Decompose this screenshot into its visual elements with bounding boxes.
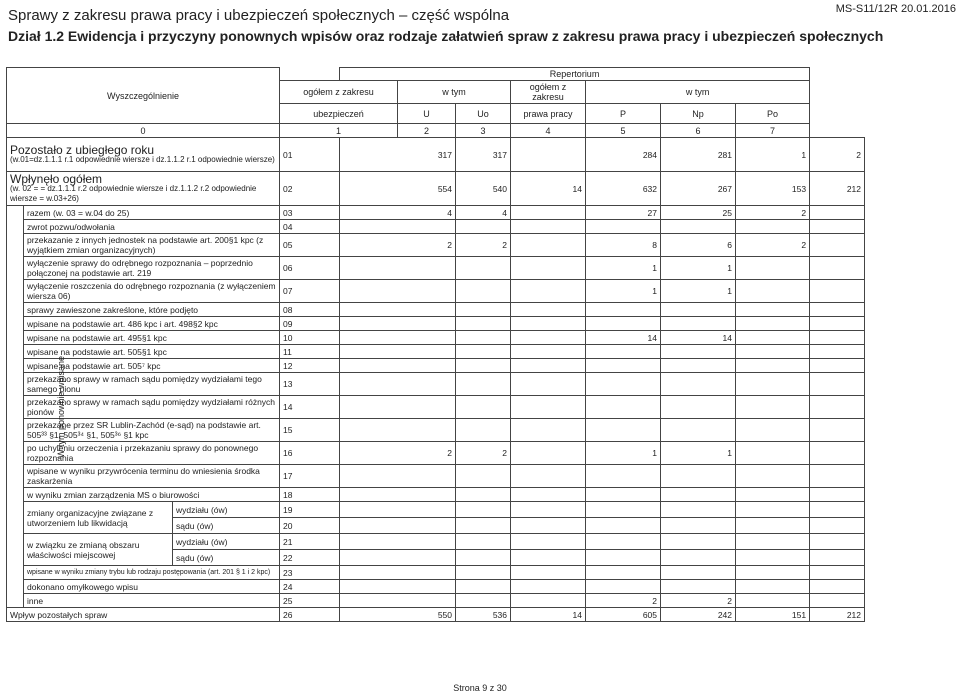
value-cell: 6 [661, 234, 736, 257]
row-label: wpisane na podstawie art. 505⁷ kpc [24, 359, 280, 373]
row-group-label: w związku ze zmianą obszaru właściwości miejscowej [24, 534, 173, 566]
value-cell: 1 [661, 442, 736, 465]
row-code: 01 [280, 138, 340, 172]
col-number-6: 6 [661, 124, 736, 138]
value-cell [810, 550, 865, 566]
value-cell [736, 373, 810, 396]
row-code: 02 [280, 172, 340, 206]
value-cell [340, 359, 456, 373]
table-row [7, 138, 865, 172]
value-cell [810, 488, 865, 502]
value-cell [661, 345, 736, 359]
col-header-uo: Uo [456, 104, 511, 124]
value-cell: 1 [586, 257, 661, 280]
value-cell [586, 550, 661, 566]
value-cell [810, 331, 865, 345]
value-cell: 1 [736, 138, 810, 172]
col-header-po: Po [736, 104, 810, 124]
value-cell: 212 [810, 608, 865, 622]
value-cell [810, 580, 865, 594]
value-cell [511, 465, 586, 488]
table-row [7, 345, 865, 359]
value-cell [511, 566, 586, 580]
value-cell [511, 488, 586, 502]
value-cell [586, 220, 661, 234]
table-row [7, 303, 865, 317]
value-cell [736, 396, 810, 419]
table-row [7, 442, 865, 465]
value-cell [586, 373, 661, 396]
value-cell: 2 [456, 234, 511, 257]
row-label: wpisane na podstawie art. 505§1 kpc [24, 345, 280, 359]
row-label: przekazanie z innych jednostek na podstawie art. 200§1 kpc (z wyjątkiem zmian organizacyjnych) [24, 234, 280, 257]
value-cell [511, 359, 586, 373]
value-cell [661, 502, 736, 518]
page-title: Sprawy z zakresu prawa pracy i ubezpieczeń społecznych – część wspólna [8, 7, 510, 24]
value-cell [810, 419, 865, 442]
value-cell: 27 [586, 206, 661, 220]
row-code: 16 [280, 442, 340, 465]
value-cell: 8 [586, 234, 661, 257]
section-title: Dział 1.2 Ewidencja i przyczyny ponownych wpisów oraz rodzaje załatwień spraw z zakresu prawa pracy i ubezpieczeń społecznych [8, 28, 884, 44]
row-label [7, 172, 280, 206]
value-cell [661, 465, 736, 488]
value-cell: 632 [586, 172, 661, 206]
value-cell [810, 465, 865, 488]
col-header-w-tym-2: w tym [586, 81, 810, 104]
value-cell: 25 [661, 206, 736, 220]
value-cell [586, 419, 661, 442]
col-number-7: 7 [736, 124, 810, 138]
value-cell [810, 206, 865, 220]
row-group-label: zmiany organizacyjne związane z utworzeniem lub likwidacją [24, 502, 173, 534]
value-cell [810, 257, 865, 280]
value-cell [511, 331, 586, 345]
value-cell [340, 280, 456, 303]
value-cell [586, 566, 661, 580]
row-sub-label: sądu (ów) [173, 550, 280, 566]
value-cell [340, 257, 456, 280]
value-cell: 242 [661, 608, 736, 622]
col-number-5: 5 [586, 124, 661, 138]
value-cell: 284 [586, 138, 661, 172]
row-label: wpisane w wyniku zmiany trybu lub rodzaju postępowania (art. 201 § 1 i 2 kpc) [24, 566, 280, 580]
value-cell [586, 488, 661, 502]
row-code: 07 [280, 280, 340, 303]
value-cell [340, 580, 456, 594]
value-cell [810, 442, 865, 465]
value-cell [456, 303, 511, 317]
value-cell [456, 373, 511, 396]
value-cell [456, 534, 511, 550]
row-label: wpisane na podstawie art. 495§1 kpc [24, 331, 280, 345]
value-cell: 2 [661, 594, 736, 608]
value-cell [456, 502, 511, 518]
table-row [7, 580, 865, 594]
value-cell: 1 [586, 442, 661, 465]
value-cell [810, 234, 865, 257]
value-cell [586, 534, 661, 550]
value-cell [736, 534, 810, 550]
side-label: W tym ponownie wpisane [56, 355, 67, 458]
value-cell [736, 359, 810, 373]
value-cell [586, 580, 661, 594]
value-cell: 281 [661, 138, 736, 172]
value-cell [810, 345, 865, 359]
row-sub-label: sądu (ów) [173, 518, 280, 534]
repertorium-header: Repertorium [340, 68, 810, 81]
table-row [7, 566, 865, 580]
row-code: 06 [280, 257, 340, 280]
value-cell [810, 220, 865, 234]
value-cell [736, 280, 810, 303]
value-cell [810, 518, 865, 534]
value-cell: 2 [340, 234, 456, 257]
row-code: 25 [280, 594, 340, 608]
value-cell [511, 345, 586, 359]
value-cell [661, 566, 736, 580]
row-label [7, 138, 280, 172]
col-header-total-lab-2: prawa pracy [511, 104, 586, 124]
value-cell: 14 [586, 331, 661, 345]
col-number-1: 1 [280, 124, 398, 138]
row-label: przekazane przez SR Lublin-Zachód (e-sąd) na podstawie art. 505³³ §1, 505³⁴ §1, 505³⁶ §1 kpc [24, 419, 280, 442]
row-title: Wpłynęło ogółem [10, 171, 103, 186]
value-cell [340, 331, 456, 345]
value-cell [736, 518, 810, 534]
value-cell: 554 [340, 172, 456, 206]
value-cell [736, 419, 810, 442]
col-header-total-lab: ogółem z zakresu [511, 81, 586, 104]
value-cell [736, 345, 810, 359]
value-cell [661, 580, 736, 594]
value-cell [456, 488, 511, 502]
table-row [7, 331, 865, 345]
value-cell: 212 [810, 172, 865, 206]
col-header-np: Np [661, 104, 736, 124]
value-cell [511, 419, 586, 442]
table-row [7, 172, 865, 206]
row-code: 12 [280, 359, 340, 373]
value-cell: 151 [736, 608, 810, 622]
row-sub-label: wydziału (ów) [173, 534, 280, 550]
table-row [7, 206, 865, 220]
value-cell [810, 280, 865, 303]
value-cell [511, 534, 586, 550]
row-title: Pozostało z ubiegłego roku [10, 142, 155, 157]
value-cell [661, 317, 736, 331]
table-row [7, 608, 865, 622]
col-number-3: 3 [456, 124, 511, 138]
value-cell [511, 206, 586, 220]
value-cell [736, 488, 810, 502]
value-cell [340, 465, 456, 488]
value-cell [340, 373, 456, 396]
value-cell [586, 396, 661, 419]
value-cell [736, 594, 810, 608]
value-cell: 2 [736, 206, 810, 220]
row-code: 19 [280, 502, 340, 518]
value-cell: 4 [456, 206, 511, 220]
value-cell [661, 550, 736, 566]
row-code: 11 [280, 345, 340, 359]
value-cell [586, 359, 661, 373]
value-cell [586, 502, 661, 518]
row-code: 05 [280, 234, 340, 257]
row-label: wyłączenie roszczenia do odrębnego rozpoznania (z wyłączeniem wiersza 06) [24, 280, 280, 303]
value-cell [340, 419, 456, 442]
value-cell [810, 502, 865, 518]
value-cell [456, 220, 511, 234]
table-row [7, 359, 865, 373]
value-cell: 536 [456, 608, 511, 622]
row-code: 23 [280, 566, 340, 580]
value-cell [511, 138, 586, 172]
row-label: inne [24, 594, 280, 608]
value-cell [456, 280, 511, 303]
value-cell [456, 359, 511, 373]
value-cell: 14 [511, 608, 586, 622]
row-code: 17 [280, 465, 340, 488]
value-cell [661, 373, 736, 396]
value-cell [511, 550, 586, 566]
value-cell: 2 [586, 594, 661, 608]
value-cell [810, 359, 865, 373]
value-cell: 2 [736, 234, 810, 257]
value-cell [340, 303, 456, 317]
row-code: 18 [280, 488, 340, 502]
value-cell [661, 396, 736, 419]
value-cell [661, 220, 736, 234]
table-row [7, 220, 865, 234]
value-cell [810, 566, 865, 580]
col-header-w-tym-1: w tym [398, 81, 511, 104]
row-label: wpisane na podstawie art. 486 kpc i art. 498§2 kpc [24, 317, 280, 331]
value-cell [736, 317, 810, 331]
col-number-4: 4 [511, 124, 586, 138]
table-body [7, 138, 865, 622]
row-label: zwrot pozwu/odwołania [24, 220, 280, 234]
value-cell [340, 345, 456, 359]
table-row [7, 373, 865, 396]
value-cell [661, 419, 736, 442]
value-cell [661, 488, 736, 502]
value-cell [456, 518, 511, 534]
col-header-spec: Wyszczególnienie [7, 68, 280, 124]
value-cell [810, 317, 865, 331]
value-cell: 1 [661, 280, 736, 303]
value-cell [736, 442, 810, 465]
value-cell [340, 594, 456, 608]
value-cell: 605 [586, 608, 661, 622]
value-cell: 317 [340, 138, 456, 172]
row-code: 26 [280, 608, 340, 622]
row-code: 24 [280, 580, 340, 594]
value-cell [736, 566, 810, 580]
value-cell [511, 518, 586, 534]
value-cell [340, 488, 456, 502]
table-row [7, 396, 865, 419]
value-cell [340, 502, 456, 518]
page-number: Strona 9 z 30 [453, 683, 507, 693]
table-row [7, 257, 865, 280]
value-cell [456, 465, 511, 488]
value-cell [511, 234, 586, 257]
value-cell [511, 303, 586, 317]
value-cell [340, 220, 456, 234]
value-cell: 550 [340, 608, 456, 622]
row-code: 13 [280, 373, 340, 396]
value-cell [736, 550, 810, 566]
value-cell: 14 [511, 172, 586, 206]
value-cell [586, 303, 661, 317]
value-cell [511, 442, 586, 465]
value-cell [456, 345, 511, 359]
table-row [7, 317, 865, 331]
row-label: Wpływ pozostałych spraw [7, 608, 280, 622]
value-cell: 267 [661, 172, 736, 206]
row-sub-label: wydziału (ów) [173, 502, 280, 518]
table-row [7, 502, 865, 518]
value-cell [810, 534, 865, 550]
value-cell [736, 303, 810, 317]
value-cell: 2 [810, 138, 865, 172]
value-cell [511, 594, 586, 608]
value-cell [511, 373, 586, 396]
value-cell [456, 317, 511, 331]
value-cell [810, 396, 865, 419]
value-cell [340, 566, 456, 580]
value-cell [340, 396, 456, 419]
row-subtitle: (w. 02 = = dz.1.1.1 r.2 odpowiednie wiersze i dz.1.1.2 r.2 odpowiednie wiersze = w.03+26) [10, 183, 257, 203]
value-cell [736, 220, 810, 234]
value-cell [736, 502, 810, 518]
row-subtitle: (w.01=dz.1.1.1 r.1 odpowiednie wiersze i dz.1.1.2 r.1 odpowiednie wiersze) [10, 154, 275, 164]
value-cell [511, 396, 586, 419]
value-cell [456, 419, 511, 442]
value-cell [456, 594, 511, 608]
table-row [7, 280, 865, 303]
value-cell [456, 550, 511, 566]
value-cell: 1 [586, 280, 661, 303]
value-cell [810, 373, 865, 396]
table-row [7, 419, 865, 442]
table-header [7, 68, 865, 138]
row-code: 22 [280, 550, 340, 566]
value-cell [810, 594, 865, 608]
row-label: razem (w. 03 = w.04 do 25) [24, 206, 280, 220]
table-row [7, 534, 865, 550]
row-label: przekazano sprawy w ramach sądu pomiędzy wydziałami różnych pionów [24, 396, 280, 419]
value-cell: 2 [456, 442, 511, 465]
value-cell [456, 396, 511, 419]
row-code: 10 [280, 331, 340, 345]
value-cell: 540 [456, 172, 511, 206]
row-label: wyłączenie sprawy do odrębnego rozpoznania – poprzednio połączonej na podstawie art. 219 [24, 257, 280, 280]
row-code: 04 [280, 220, 340, 234]
value-cell [586, 465, 661, 488]
row-label: sprawy zawieszone zakreślone, które podjęto [24, 303, 280, 317]
table-row [7, 234, 865, 257]
value-cell: 317 [456, 138, 511, 172]
row-code: 03 [280, 206, 340, 220]
value-cell [661, 359, 736, 373]
row-code: 14 [280, 396, 340, 419]
form-code: MS-S11/12R 20.01.2016 [835, 3, 956, 15]
value-cell [456, 257, 511, 280]
table-row [7, 594, 865, 608]
value-cell [340, 317, 456, 331]
value-cell [736, 257, 810, 280]
row-label: przekazano sprawy w ramach sądu pomiędzy wydziałami tego samego pionu [24, 373, 280, 396]
value-cell [456, 580, 511, 594]
value-cell [340, 550, 456, 566]
value-cell: 1 [661, 257, 736, 280]
table-row [7, 465, 865, 488]
row-label: wpisane w wyniku przywrócenia terminu do wniesienia środka zaskarżenia [24, 465, 280, 488]
col-number-0: 0 [7, 124, 280, 138]
value-cell [661, 303, 736, 317]
row-label: w wyniku zmian zarządzenia MS o biurowości [24, 488, 280, 502]
value-cell: 4 [340, 206, 456, 220]
value-cell [511, 280, 586, 303]
row-code: 08 [280, 303, 340, 317]
value-cell [340, 518, 456, 534]
value-cell [511, 257, 586, 280]
col-header-p: P [586, 104, 661, 124]
value-cell [586, 345, 661, 359]
value-cell [736, 580, 810, 594]
value-cell: 2 [340, 442, 456, 465]
value-cell [511, 317, 586, 331]
row-code: 21 [280, 534, 340, 550]
value-cell [511, 580, 586, 594]
value-cell [736, 331, 810, 345]
value-cell [736, 465, 810, 488]
row-label: dokonano omyłkowego wpisu [24, 580, 280, 594]
value-cell [511, 502, 586, 518]
value-cell [661, 534, 736, 550]
col-header-u: U [398, 104, 456, 124]
table-row [7, 488, 865, 502]
col-header-total-ins-2: ubezpieczeń [280, 104, 398, 124]
value-cell [661, 518, 736, 534]
row-label: po uchyleniu orzeczenia i przekazaniu sprawy do ponownego rozpoznania [24, 442, 280, 465]
value-cell [340, 534, 456, 550]
value-cell [456, 566, 511, 580]
value-cell [810, 303, 865, 317]
value-cell [586, 317, 661, 331]
col-number-2: 2 [398, 124, 456, 138]
col-header-total-ins: ogółem z zakresu [280, 81, 398, 104]
row-code: 15 [280, 419, 340, 442]
value-cell [456, 331, 511, 345]
data-table [6, 67, 865, 622]
value-cell [586, 518, 661, 534]
value-cell: 14 [661, 331, 736, 345]
value-cell: 153 [736, 172, 810, 206]
row-code: 09 [280, 317, 340, 331]
row-code: 20 [280, 518, 340, 534]
value-cell [511, 220, 586, 234]
